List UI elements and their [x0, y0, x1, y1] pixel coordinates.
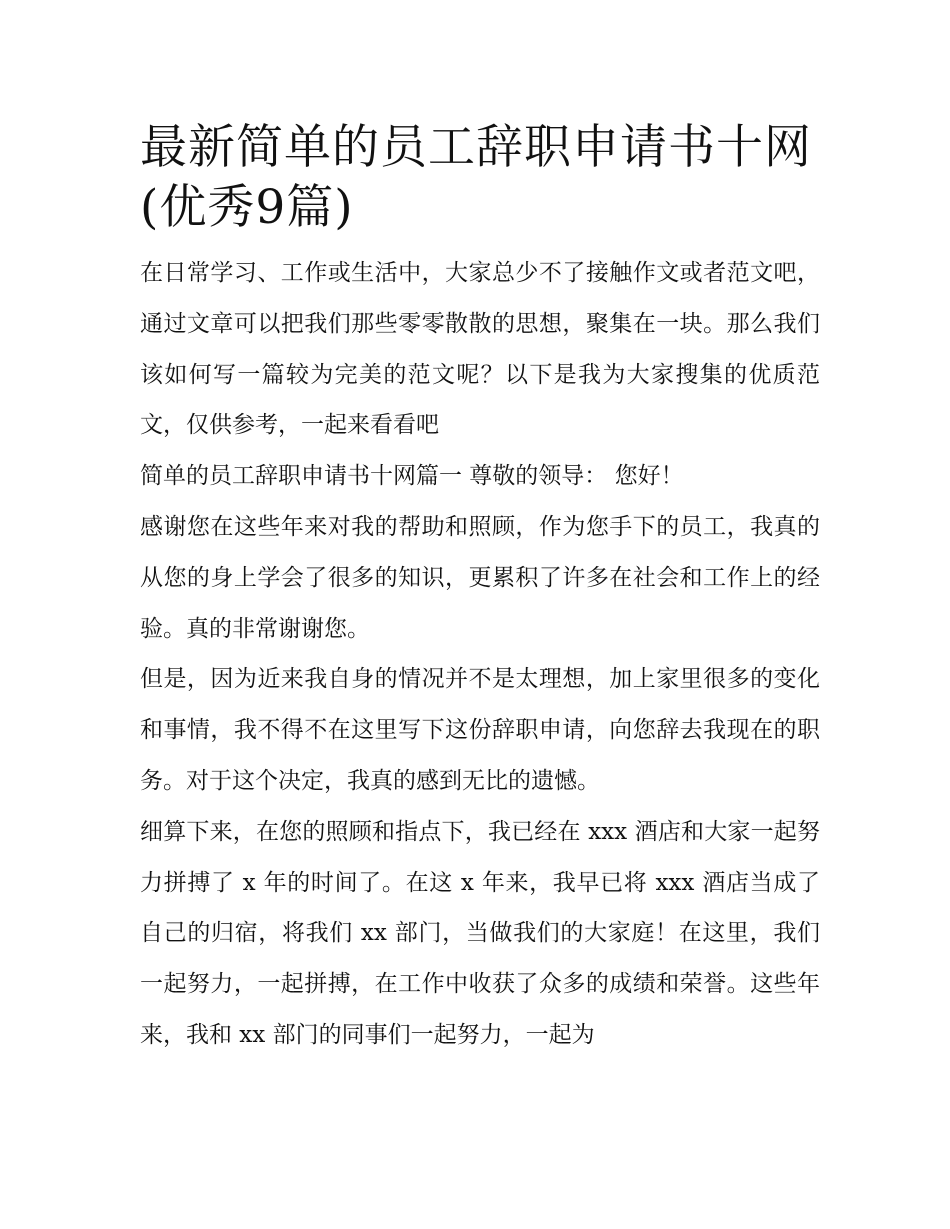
document-content: [140, 118, 820, 1061]
paragraph-reason: 但是，因为近来我自身的情况并不是太理想，加上家里很多的变化和事情，我不得不在这里写下这份辞职申请，向您辞去我现在的职务。对于这个决定，我真的感到无比的遗憾。: [140, 666, 820, 794]
paragraph-intro: 在日常学习、工作或生活中，大家总少不了接触作文或者范文吧，通过文章可以把我们那些零零散散的思想，聚集在一块。那么我们该如何写一篇较为完美的范文呢？以下是我为大家搜集的优质范文，仅供参考，一起来看看吧: [140, 260, 820, 439]
document-title: 最新简单的员工辞职申请书十网(优秀9篇): [140, 120, 812, 235]
paragraph-history: 细算下来，在您的照顾和指点下，我已经在 xxx 酒店和大家一起努力拼搏了 x 年的时间了。在这 x 年来，我早已将 xxx 酒店当成了自己的归宿，将我们 xx 部门，当做我们的大家庭！在这里，我们一起努力，一起拼搏，在工作中收获了众多的成绩和荣誉。这些年来，我和 xx 部门的同事们一起努力，一起为: [140, 818, 820, 1048]
document-body: [140, 248, 820, 1061]
paragraph-salutation: 简单的员工辞职申请书十网篇一 尊敬的领导： 您好！: [140, 463, 684, 490]
paragraph-thanks: 感谢您在这些年来对我的帮助和照顾，作为您手下的员工，我真的从您的身上学会了很多的知识，更累积了许多在社会和工作上的经验。真的非常谢谢您。: [140, 513, 820, 642]
